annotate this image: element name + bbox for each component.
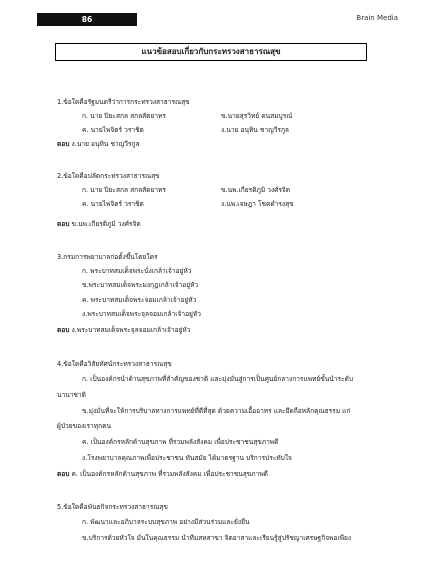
q4-option-b-cont: ผู้ป่วยของเราทุกคน xyxy=(57,422,112,430)
q2-option-c: ค. นายไพจิตร์ วราชิต xyxy=(82,200,144,208)
q1-option-b: ข.นายสุรวิทย์ คนสมบูรณ์ xyxy=(221,112,293,120)
question-1: 1.ข้อใดคือรัฐมนตรีว่าการกระทรวงสาธารณสุข xyxy=(57,98,190,106)
question-3: 3.กรมการพยาบาลก่อตั้งขึ้นโดยใคร xyxy=(57,253,158,261)
q3-answer xyxy=(57,326,190,335)
q2-answer-text: ข.นพ.เกียรติภูมิ วงศ์รจิต xyxy=(71,220,141,228)
q5-option-a: ก. พัฒนาและอภิบาลระบบสุขภาพ อย่างมีส่วนร่วมและยั่งยืน xyxy=(82,518,250,526)
q1-option-c: ค. นายไพจิตร์ วราชิต xyxy=(82,126,144,134)
q4-option-a: ก. เป็นองค์กรนำด้านสุขภาพที่สำคัญของชาติ และมุ่งมั่นสู่การเป็นศูนย์กลางการแพทย์ขั้นนำระดับ xyxy=(82,375,354,383)
page-number-bar xyxy=(37,13,137,26)
q4-option-c: ค. เป็นองค์กรหลักด้านสุขภาพ ที่รวมพลังสังคม เพื่อประชาชนสุขภาพดี xyxy=(82,438,279,446)
q3-option-c: ค. พระบาทสมเด็จพระจอมเกล้าเจ้าอยู่หัว xyxy=(82,296,197,304)
q3-option-a: ก. พระบาทสมเด็จพระนั่งเกล้าเจ้าอยู่หัว xyxy=(82,267,192,275)
q3-answer-text: ง.พระบาทสมเด็จพระจุลจอมเกล้าเจ้าอยู่หัว xyxy=(71,326,191,334)
q1-option-a: ก. นาย ปิยะสกล สกลสัตยาทร xyxy=(82,112,166,120)
page-number: 86 xyxy=(81,15,93,24)
answer-label: ตอบ xyxy=(57,140,70,148)
brand-name: Brain Media xyxy=(356,14,398,22)
answer-label: ตอบ xyxy=(57,470,70,478)
question-5: 5.ข้อใดคือพันธกิจกระทรวงสาธารณสุข xyxy=(57,503,168,511)
q1-answer xyxy=(57,140,140,149)
q1-option-d: ง.นาย อนุทิน ชาญวีรกูล xyxy=(221,126,289,134)
question-4: 4.ข้อใดคือวิสัยทัศน์กระทรวงสาธารณสุข xyxy=(57,360,172,368)
question-2: 2.ข้อใดคือปลัดกระทรวงสาธารณสุข xyxy=(57,172,160,180)
page-title: แนวข้อสอบเกี่ยวกับกระทรวงสาธารณสุข xyxy=(55,43,367,61)
answer-label: ตอบ xyxy=(57,326,70,334)
q2-option-d: ง.นพ.เจษฎา โชคดำรงสุข xyxy=(221,200,294,208)
q1-answer-text: ง.นาย อนุทิน ชาญวีรกูล xyxy=(71,140,140,148)
q2-option-a: ก. นาย ปิยะสกล สกลสัตยาทร xyxy=(82,186,166,194)
q4-option-b: ข.มุ่งมั่นที่จะให้การบริบาลทางการแพทย์ที่ดีที่สุด ด้วยความเอื้ออาทร และยึดถือหลักคุณธรรม แก่ xyxy=(82,407,351,415)
answer-label: ตอบ xyxy=(57,220,70,228)
q3-option-d: ง.พระบาทสมเด็จพระจุลจอมเกล้าเจ้าอยู่หัว xyxy=(82,310,201,318)
q4-option-a-cont: นานาชาติ xyxy=(57,391,86,399)
q3-option-b: ข.พระบาทสมเด็จพระมงกุฎเกล้าเจ้าอยู่หัว xyxy=(82,281,199,289)
q4-answer-text: ค. เป็นองค์กรหลักด้านสุขภาพ ที่รวมพลังสังคม เพื่อประชาชนสุขภาพดี xyxy=(71,470,268,478)
q2-option-b: ข.นพ.เกียรติภูมิ วงศ์รจิต xyxy=(221,186,291,194)
q4-answer xyxy=(57,470,268,479)
q4-option-d: ง.โรงพยาบาลคุณภาพเพื่อประชาชน ทันสมัย ได้มาตรฐาน บริการประทับใจ xyxy=(82,454,292,462)
q5-option-b: ข.บริการด้วยหัวใจ มั่นในคุณธรรม นำทีมสหสาขา จิตอาสาและเรียนรู้สู่ปรัชญาเศรษฐกิจพอเพียง xyxy=(82,534,352,542)
q2-answer xyxy=(57,220,141,229)
